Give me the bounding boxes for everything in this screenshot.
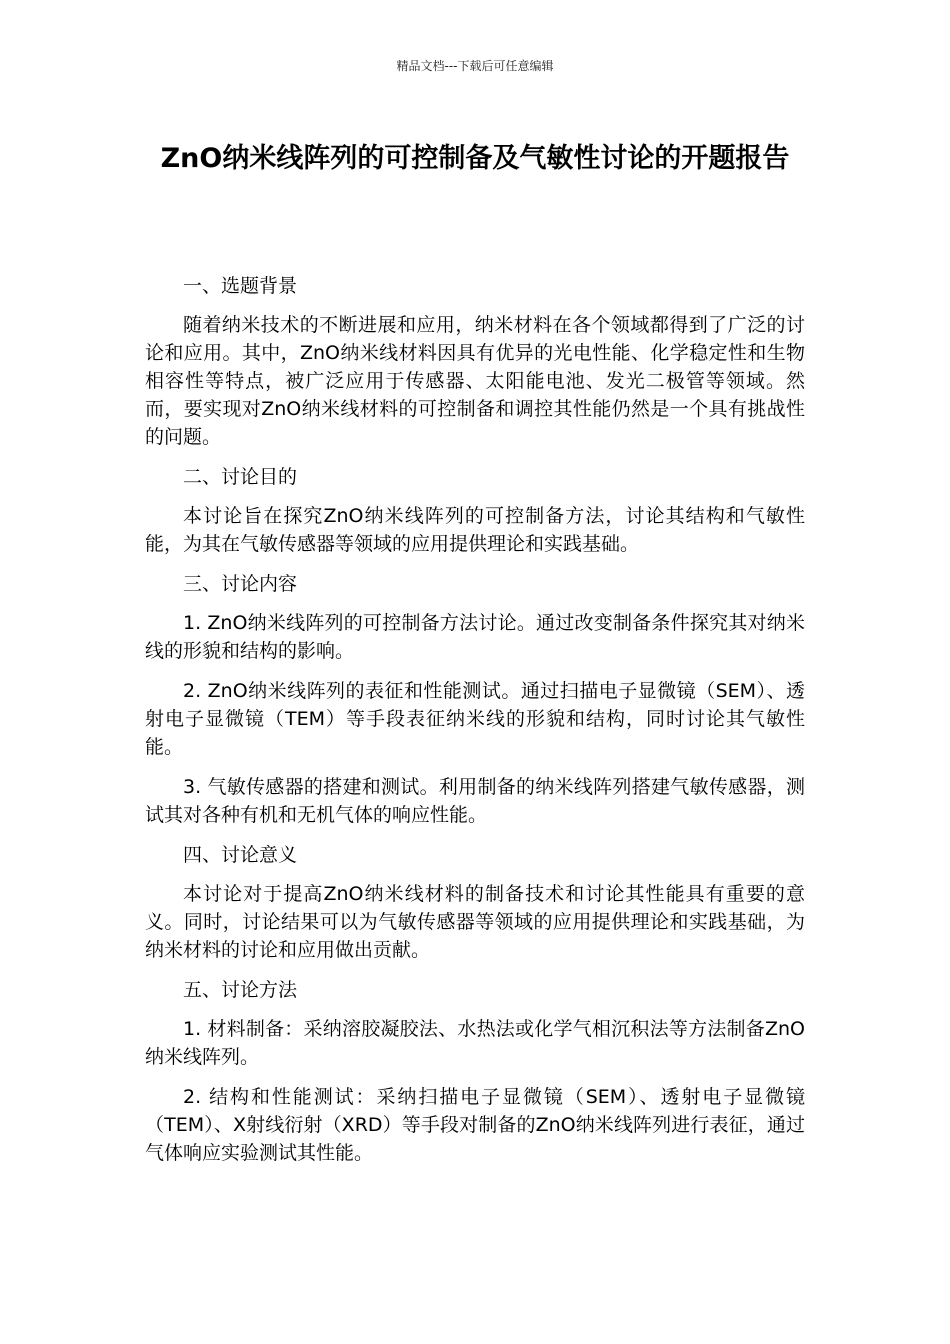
- section-heading: 一、选题背景: [183, 275, 298, 297]
- list-paragraph: 1. 材料制备：采纳溶胶凝胶法、水热法或化学气相沉积法等方法制备ZnO纳米线阵列。: [145, 1018, 805, 1068]
- section-heading: 五、讨论方法: [183, 979, 298, 1001]
- section-heading: 三、讨论内容: [183, 573, 298, 595]
- section-heading: 二、讨论目的: [183, 466, 298, 488]
- list-paragraph: 1. ZnO纳米线阵列的可控制备方法讨论。通过改变制备条件探究其对纳米线的形貌和结构的影响。: [145, 612, 805, 662]
- body-paragraph: 随着纳米技术的不断进展和应用，纳米材料在各个领域都得到了广泛的讨论和应用。其中，ZnO纳米线材料因具有优异的光电性能、化学稳定性和生物相容性等特点，被广泛应用于传感器、太阳能电池、发光二极管等领域。然而，要实现对ZnO纳米线材料的可控制备和调控其性能仍然是一个具有挑战性的问题。: [145, 314, 805, 448]
- body-paragraph: 本讨论对于提高ZnO纳米线材料的制备技术和讨论其性能具有重要的意义。同时，讨论结果可以为气敏传感器等领域的应用提供理论和实践基础，为纳米材料的讨论和应用做出贡献。: [145, 883, 805, 961]
- body-paragraph: 本讨论旨在探究ZnO纳米线阵列的可控制备方法，讨论其结构和气敏性能，为其在气敏传感器等领域的应用提供理论和实践基础。: [145, 505, 805, 555]
- document-title: ZnO纳米线阵列的可控制备及气敏性讨论的开题报告: [160, 143, 790, 174]
- list-paragraph: 2. ZnO纳米线阵列的表征和性能测试。通过扫描电子显微镜（SEM）、透射电子显微镜（TEM）等手段表征纳米线的形貌和结构，同时讨论其气敏性能。: [145, 680, 805, 758]
- document-body: [145, 272, 805, 1179]
- section-heading: 四、讨论意义: [183, 844, 298, 866]
- page-header: 精品文档---下载后可任意编辑: [396, 59, 554, 73]
- list-paragraph: 3. 气敏传感器的搭建和测试。利用制备的纳米线阵列搭建气敏传感器，测试其对各种有机和无机气体的响应性能。: [145, 776, 805, 826]
- list-paragraph: 2. 结构和性能测试：采纳扫描电子显微镜（SEM）、透射电子显微镜（TEM）、X射线衍射（XRD）等手段对制备的ZnO纳米线阵列进行表征，通过气体响应实验测试其性能。: [145, 1086, 805, 1164]
